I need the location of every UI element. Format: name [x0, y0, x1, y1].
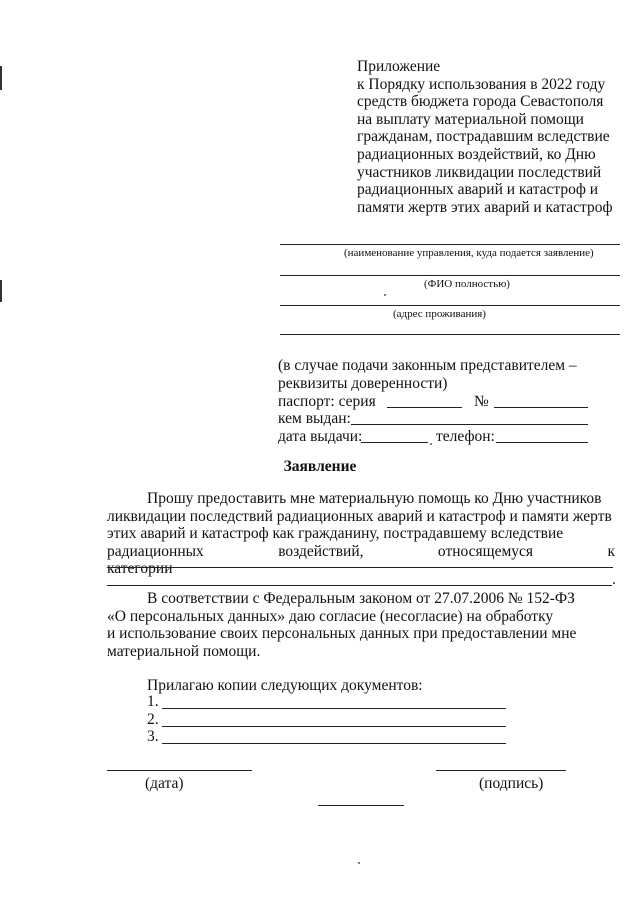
consent-line: В соответствии с Федеральным законом от 27.07.2006 № 152-ФЗ: [147, 590, 575, 607]
attachment-field-3[interactable]: [162, 743, 506, 744]
consent-line: и использование своих персональных данных при предоставлении мне: [107, 625, 577, 643]
category-line-end: .: [612, 571, 616, 588]
consent-line: материальной помощи.: [107, 642, 261, 660]
phone-label: телефон:: [436, 428, 495, 445]
issued-by-label: кем выдан:: [278, 410, 351, 427]
department-field-line[interactable]: [280, 244, 620, 245]
attachment-number: 2.: [147, 711, 159, 728]
fio-field-line[interactable]: [280, 275, 620, 276]
request-paragraph: [107, 490, 615, 578]
department-caption: (наименование управления, куда подается заявление): [344, 247, 594, 259]
passport-series-field[interactable]: [387, 407, 462, 408]
representative-note-2: реквизиты доверенности): [278, 375, 448, 392]
consent-line: «О персональных данных» даю согласие (несогласие) на обработку: [107, 607, 554, 625]
issue-date-field[interactable]: [361, 442, 428, 443]
attachment-field-2[interactable]: [162, 726, 506, 727]
signature-label: (подпись): [479, 775, 544, 792]
request-line: ликвидации последствий радиационных аварий и катастроф и памяти жертв: [107, 507, 612, 525]
appendix-line: участников ликвидации последствий: [357, 163, 602, 181]
passport-series-label: паспорт: серия: [278, 393, 376, 410]
passport-number-field[interactable]: [494, 407, 588, 408]
scan-speck: [384, 294, 386, 296]
date-field-line[interactable]: [107, 770, 252, 771]
appendix-line: радиационных воздействий, ко Дню: [357, 145, 596, 163]
fio-caption: (ФИО полностью): [424, 278, 510, 290]
appendix-block: [357, 58, 627, 216]
address-field-line[interactable]: [280, 305, 620, 306]
consent-paragraph: [107, 590, 615, 660]
appendix-line: гражданам, пострадавшим вследствие: [357, 128, 610, 146]
attachment-number: 1.: [147, 693, 159, 710]
appendix-line: средств бюджета города Севастополя: [357, 93, 604, 111]
address-field-line-2[interactable]: [280, 334, 620, 335]
request-line: Прошу предоставить мне материальную помощь ко Дню участников: [147, 490, 602, 507]
issue-date-label: дата выдачи:: [278, 428, 363, 445]
scan-speck: [430, 443, 432, 445]
appendix-line: памяти жертв этих аварий и катастроф: [357, 198, 613, 216]
scan-speck: [358, 862, 360, 864]
scan-edge-mark: [0, 66, 2, 90]
request-line: [107, 543, 615, 578]
appendix-line: Приложение: [357, 58, 441, 75]
attachments-intro: Прилагаю копии следующих документов:: [147, 677, 423, 694]
issued-by-field[interactable]: [351, 424, 588, 425]
attachment-number: 3.: [147, 728, 159, 745]
date-label: (дата): [145, 775, 184, 792]
statement-title: Заявление: [283, 458, 357, 475]
category-field-line-2[interactable]: [107, 585, 612, 586]
address-caption: (адрес проживания): [393, 308, 486, 320]
request-line: этих аварий и катастроф как гражданину, пострадавшему вследствие: [107, 525, 564, 543]
appendix-line: к Порядку использования в 2022 году: [357, 75, 606, 93]
category-field-line[interactable]: [107, 567, 613, 568]
signature-field-line[interactable]: [436, 770, 566, 771]
representative-note: (в случае подачи законным представителем –: [278, 357, 577, 374]
attachment-field-1[interactable]: [162, 708, 506, 709]
phone-field[interactable]: [496, 442, 588, 443]
passport-number-label: №: [474, 393, 489, 410]
appendix-line: на выплату материальной помощи: [357, 110, 584, 128]
request-line-text: радиационных воздействий, относящемуся к категории: [107, 542, 615, 578]
closing-rule: [318, 805, 404, 806]
appendix-line: радиационных аварий и катастроф и: [357, 181, 599, 199]
scan-edge-mark: [0, 280, 2, 302]
